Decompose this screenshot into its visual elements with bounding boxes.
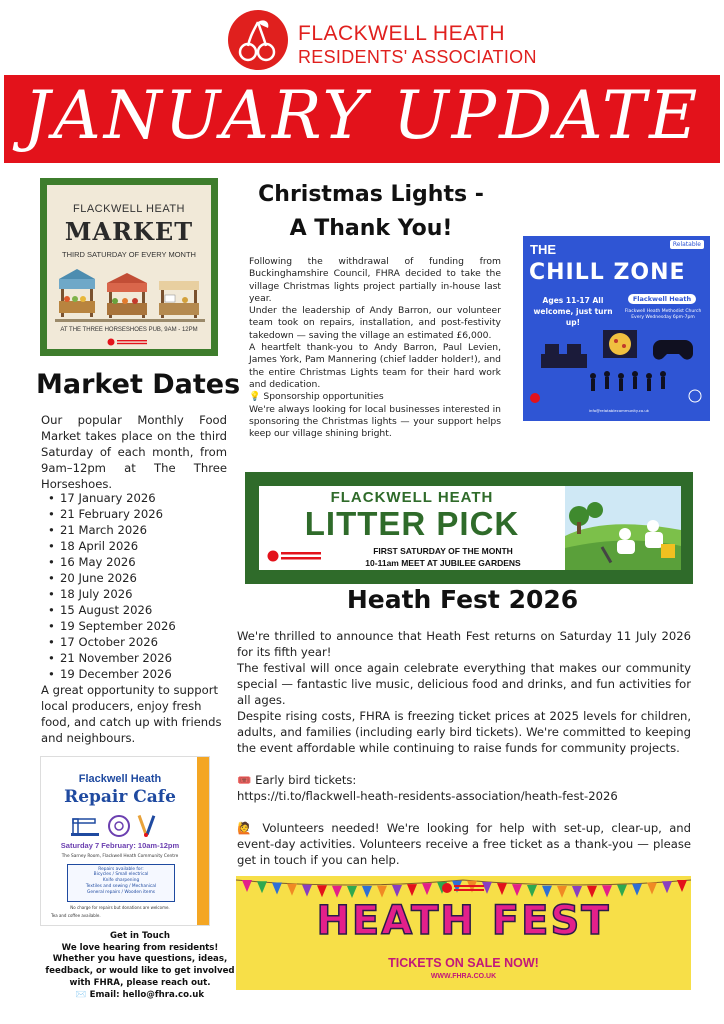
chill-poster-org: Flackwell Heath <box>628 294 696 304</box>
market-dates-heading: Market Dates <box>36 369 241 400</box>
gear-icon <box>109 816 129 836</box>
fest-paragraph: 🎟️ Early bird tickets: <box>237 773 357 787</box>
repair-poster-title1: Flackwell Heath <box>78 773 162 785</box>
paragraph-gap <box>237 804 691 820</box>
chill-poster-venue: Flackwell Heath Methodist Church Every Wednesday 6pm-7pm <box>624 309 702 320</box>
dancers-icon <box>590 371 666 391</box>
contact-heading: Get in Touch <box>110 931 170 941</box>
list-item: • 17 January 2026 <box>48 490 176 506</box>
bunting-flag <box>377 886 387 898</box>
logo-line2: RESIDENTS' ASSOCIATION <box>298 47 537 67</box>
logo-line1: FLACKWELL HEATH <box>298 22 506 45</box>
fest-poster-title: HEATH FEST <box>316 898 611 944</box>
bunting-flag <box>242 880 252 892</box>
fhra-logo <box>228 10 537 72</box>
list-item: • 16 May 2026 <box>48 554 176 570</box>
bunting-flag <box>542 886 552 898</box>
list-item: • 21 March 2026 <box>48 522 176 538</box>
market-poster-line3: THIRD SATURDAY OF EVERY MONTH <box>62 250 196 259</box>
title-banner <box>4 75 720 163</box>
gamepad-icon <box>653 340 693 360</box>
list-item: • 21 February 2026 <box>48 506 176 522</box>
chill-poster-footer: info@relatablecommunity.co.uk <box>589 408 649 413</box>
bunting-flag <box>362 886 372 898</box>
bunting-flag <box>302 885 312 897</box>
fest-paragraph: The festival will once again celebrate everything that makes our community special — fantastic live music, delicious food and drinks, and fun activities for all ages. <box>237 661 691 707</box>
repair-poster-title2: Repair Cafe <box>64 787 176 807</box>
christmas-paragraph: We're always looking for local businesses interested in sponsoring the Christmas lights — your support helps keep our village shining bright. <box>249 403 501 440</box>
contact-email-link[interactable]: ✉️ Email: hello@fhra.co.uk <box>75 989 205 1000</box>
bunting-flag <box>407 884 417 896</box>
list-item: • 19 December 2026 <box>48 666 176 682</box>
christmas-heading: Christmas Lights - A Thank You! <box>258 182 484 241</box>
repair-box-line: Bicycles / Small electrical <box>93 872 149 877</box>
bunting-flag <box>392 885 402 897</box>
repair-icons <box>71 813 171 843</box>
page-title: JANUARY UPDATE <box>23 77 701 154</box>
list-item: • 18 July 2026 <box>48 586 176 602</box>
litter-poster-line2: LITTER PICK <box>304 505 520 542</box>
fhra-badge-icon <box>267 548 323 567</box>
market-poster-line2: MARKET <box>64 217 194 246</box>
fest-paragraph: 🙋 Volunteers needed! We're looking for help with set-up, clear-up, and event-day activities. Volunteers receive a free ticket as a thank-you — please get in touch if you can help. <box>237 821 691 867</box>
bunting-flag <box>257 881 267 893</box>
repair-box-title: Repairs available for: <box>98 867 144 872</box>
bunting-flag <box>632 884 642 896</box>
bunting-flag <box>272 883 282 895</box>
repair-poster-note1: No charge for repairs but donations are welcome. <box>70 905 170 910</box>
chill-zone-illustration <box>523 326 710 410</box>
chill-poster-tag: Relatable <box>670 240 704 249</box>
fhra-badge-icon <box>441 880 487 899</box>
market-outro-text: A great opportunity to support local producers, enjoy fresh food, and catch up with friends and neighbours. <box>41 683 222 745</box>
repair-list-box <box>67 864 175 902</box>
bunting-flag <box>422 883 432 895</box>
repair-cafe-poster <box>40 756 210 926</box>
market-intro-text: Our popular Monthly Food Market takes place on the third Saturday of each month, from 9am–12pm at The Three Horseshoes. <box>41 413 227 491</box>
bunting-flag <box>527 885 537 897</box>
list-item: • 17 October 2026 <box>48 634 176 650</box>
litter-poster-line3: FIRST SATURDAY OF THE MONTH <box>373 546 513 556</box>
chill-zone-poster <box>523 236 710 421</box>
list-item: • 19 September 2026 <box>48 618 176 634</box>
repair-box-line: Knife sharpening <box>102 878 140 883</box>
pizza-icon <box>603 330 637 358</box>
contact-body: We love hearing from residents! Whether you have questions, ideas, feedback, or would like to get involved with FHRA, please reach out. <box>45 942 235 988</box>
market-poster-line4: AT THE THREE HORSESHOES PUB, 9AM - 12PM <box>60 327 198 333</box>
bunting-flag <box>347 886 357 898</box>
christmas-paragraph: 💡 Sponsorship opportunities <box>249 391 384 403</box>
bunting-flag <box>557 886 567 898</box>
bunting-flag <box>332 886 342 898</box>
repair-poster-date: Saturday 7 February: 10am-12pm <box>60 841 180 850</box>
bunting-flag <box>572 886 582 898</box>
bunting-flag <box>602 885 612 897</box>
list-item: • 20 June 2026 <box>48 570 176 586</box>
bunting-flag <box>677 880 687 892</box>
cherries-logo-icon <box>228 10 288 70</box>
bunting-flag <box>587 886 597 898</box>
litter-poster-line1: FLACKWELL HEATH <box>330 489 494 506</box>
heath-fest-body <box>237 628 691 868</box>
sewing-machine-icon <box>71 819 99 836</box>
bunting-flag <box>497 883 507 895</box>
christmas-paragraph: A heartfelt thank-you to Andy Barron, Paul Levien, James York, Pam Mannering (chief ladder holder!), and the entire Christmas Lights team for their hard work and dedication. <box>249 342 501 390</box>
fest-paragraph: We're thrilled to announce that Heath Fest returns on Saturday 11 July 2026 for its fifth year! <box>237 629 691 659</box>
list-item: • 15 August 2026 <box>48 602 176 618</box>
christmas-paragraph: Under the leadership of Andy Barron, our volunteer team took on repairs, installation, and post-festivity takedown — saving the village an estimated £6,000. <box>249 305 501 341</box>
chill-poster-ages: Ages 11-17 All welcome, just turn up! <box>533 296 613 327</box>
repair-poster-venue: The Sarney Room, Flackwell Heath Community Centre <box>61 854 179 859</box>
fest-poster-tickets: TICKETS ON SALE NOW! <box>388 956 539 970</box>
repair-box-line: General repairs / Wooden items <box>86 890 155 895</box>
heath-fest-heading: Heath Fest 2026 <box>346 585 579 614</box>
litter-poster-line4: 10-11am MEET AT JUBILEE GARDENS <box>365 558 521 568</box>
market-poster-line1: FLACKWELL HEATH <box>72 203 186 215</box>
chill-poster-title: CHILL ZONE <box>529 260 686 285</box>
market-stalls-illustration <box>55 269 205 329</box>
litter-poster-inner <box>259 486 681 570</box>
repair-poster-note2: Tea and coffee available. <box>51 913 101 918</box>
market-poster-inner <box>47 185 211 349</box>
fest-poster-url: WWW.FHRA.CO.UK <box>430 973 497 980</box>
list-item: • 18 April 2026 <box>48 538 176 554</box>
bunting-flag <box>647 883 657 895</box>
fhra-badge-icon <box>107 338 151 347</box>
heath-fest-poster <box>236 876 691 990</box>
bunting-flag <box>317 885 327 897</box>
christmas-paragraph: Following the withdrawal of funding from Buckinghamshire Council, FHRA decided to take the village Christmas lights project partially in-house last year. <box>249 256 501 304</box>
market-poster <box>40 178 218 356</box>
list-item: • 21 November 2026 <box>48 650 176 666</box>
market-dates-list <box>48 490 176 682</box>
bunting-flag <box>287 884 297 896</box>
fest-paragraph: Despite rising costs, FHRA is freezing ticket prices at 2025 levels for children, adults, and families (including early bird tickets). We're committed to keeping the event affordable while continuing to raise funds for community projects. <box>237 709 691 755</box>
litter-pick-illustration <box>565 486 681 570</box>
tools-icon <box>138 815 156 837</box>
bunting-flag <box>617 885 627 897</box>
early-bird-link[interactable]: https://ti.to/flackwell-heath-residents-association/heath-fest-2026 <box>237 789 618 803</box>
repair-box-line: Textiles and sewing / Mechanical <box>85 884 157 889</box>
chill-poster-the: THE <box>530 242 556 257</box>
studio-desk-icon <box>541 344 587 368</box>
bunting-flag <box>512 884 522 896</box>
litter-pick-poster <box>245 472 693 584</box>
christmas-body <box>249 256 501 440</box>
bunting-flag <box>662 881 672 893</box>
contact-block <box>42 931 238 1001</box>
paragraph-gap <box>237 756 691 772</box>
